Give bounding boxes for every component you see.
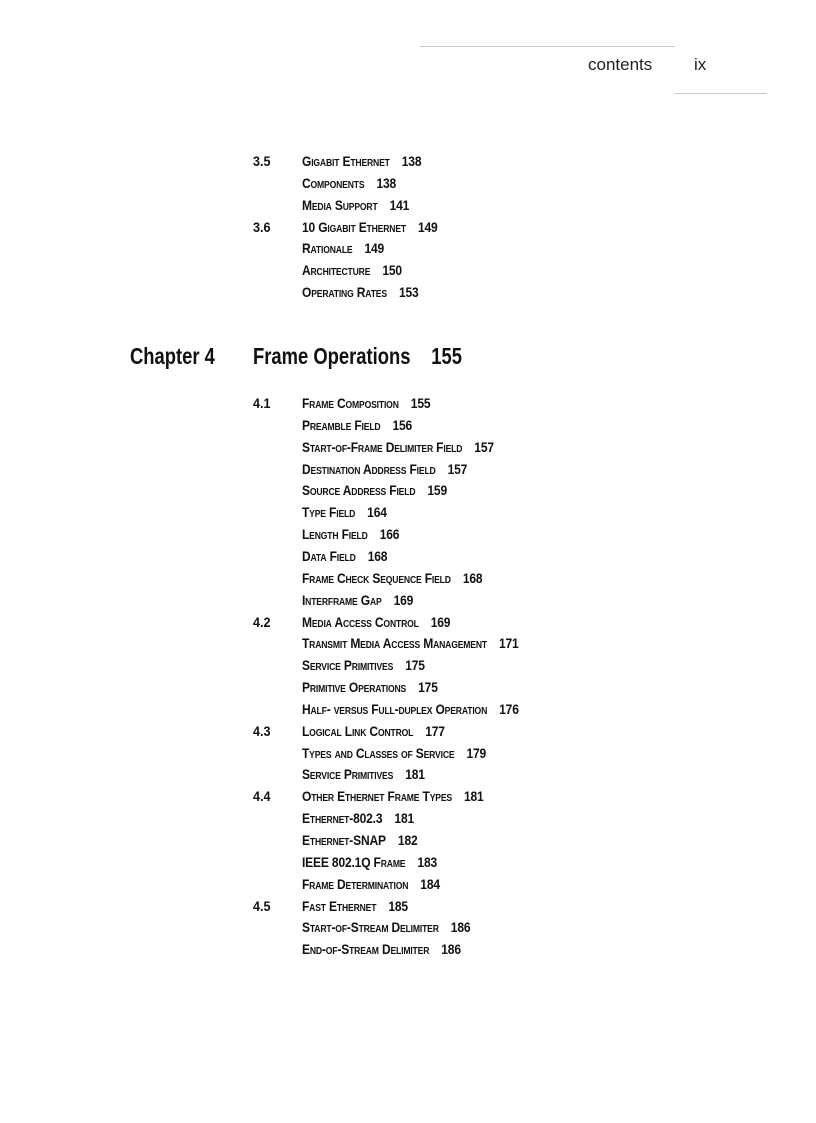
toc-entry[interactable] xyxy=(302,501,387,523)
section-number: 4.4 xyxy=(253,788,271,805)
toc-entry-title: Ethernet-802.3 xyxy=(302,810,383,827)
toc-entry-page: 185 xyxy=(388,897,408,914)
toc-entry-page: 149 xyxy=(364,240,385,257)
toc-entry-title: Frame Composition xyxy=(302,395,399,411)
toc-entry[interactable] xyxy=(302,632,519,654)
toc-entry[interactable] xyxy=(302,589,413,611)
toc-entry-title: Other Ethernet Frame Types xyxy=(302,788,452,805)
toc-entry-title: Media Access Control xyxy=(302,613,419,630)
toc-entry-title: Start-of-Frame Delimiter Field xyxy=(302,438,463,455)
toc-entry-title: Frame Check Sequence Field xyxy=(302,569,451,586)
toc-entry-page: 166 xyxy=(379,526,400,543)
toc-entry-title: Start-of-Stream Delimiter xyxy=(302,919,439,936)
toc-entry-page: 171 xyxy=(499,635,519,652)
toc-entry-title: Half- versus Full-duplex Operation xyxy=(302,700,488,717)
toc-entry[interactable] xyxy=(302,259,402,281)
toc-entry-page: 168 xyxy=(367,547,388,564)
toc-entry[interactable] xyxy=(302,414,412,436)
toc-entry[interactable] xyxy=(302,654,425,676)
toc-entry[interactable] xyxy=(302,392,430,414)
toc-entry[interactable] xyxy=(302,436,494,458)
toc-entry-page: 181 xyxy=(405,766,425,783)
toc-entry-page: 157 xyxy=(447,460,468,477)
chapter-heading xyxy=(253,343,462,370)
toc-entry[interactable] xyxy=(302,873,440,895)
toc-entry[interactable] xyxy=(302,237,384,259)
toc-entry[interactable] xyxy=(302,281,419,303)
toc-entry-page: 168 xyxy=(462,569,483,586)
toc-entry[interactable] xyxy=(302,523,399,545)
toc-entry-title: Data Field xyxy=(302,547,356,564)
toc-entry-title: Rationale xyxy=(302,240,353,257)
chapter-title: Frame Operations xyxy=(253,343,411,369)
toc-entry-page: 182 xyxy=(397,832,418,848)
section-number: 4.2 xyxy=(253,613,271,630)
page-number: ix xyxy=(694,55,707,74)
toc-entry-title: Primitive Operations xyxy=(302,679,407,696)
toc-entry-title: 10 Gigabit Ethernet xyxy=(302,218,406,235)
toc-entry[interactable] xyxy=(302,851,437,873)
toc-entry-title: Transmit Media Access Management xyxy=(302,635,487,652)
toc-entry-title: Gigabit Ethernet xyxy=(302,153,390,169)
toc-entry-title: Service Primitives xyxy=(302,766,394,783)
section-number: 4.5 xyxy=(253,897,271,914)
toc-entry-title: Operating Rates xyxy=(302,284,387,301)
toc-entry-page: 169 xyxy=(430,613,451,630)
toc-entry-page: 153 xyxy=(398,284,419,301)
toc-entry-page: 141 xyxy=(389,196,410,213)
toc-entry[interactable] xyxy=(302,194,409,216)
toc-entry-page: 181 xyxy=(464,788,484,805)
header-rule-bottom xyxy=(675,93,767,94)
toc-entry[interactable] xyxy=(302,698,519,720)
toc-entry[interactable] xyxy=(302,916,470,938)
toc-entry-title: Fast Ethernet xyxy=(302,897,377,914)
toc-entry[interactable] xyxy=(302,172,396,194)
toc-entry[interactable] xyxy=(302,567,482,589)
toc-entry-page: 179 xyxy=(466,744,487,761)
toc-entry-title: End-of-Stream Delimiter xyxy=(302,941,430,958)
chapter-label: Chapter 4 xyxy=(130,343,215,369)
toc-entry-page: 157 xyxy=(474,438,494,455)
toc-entry-title: Types and Classes of Service xyxy=(302,744,455,761)
toc-entry-page: 150 xyxy=(382,262,402,279)
toc-entry-page: 138 xyxy=(376,174,397,191)
toc-entry-title: Preamble Field xyxy=(302,416,381,433)
toc-entry-page: 149 xyxy=(418,218,438,235)
toc-entry-page: 184 xyxy=(420,875,440,892)
toc-entry[interactable] xyxy=(302,545,387,567)
toc-entry-page: 177 xyxy=(425,722,445,739)
toc-entry-page: 155 xyxy=(410,395,431,411)
toc-entry-page: 164 xyxy=(367,504,387,521)
toc-entry-title: Ethernet-SNAP xyxy=(302,832,386,848)
toc-entry[interactable] xyxy=(302,763,425,785)
toc-entry-title: Media Support xyxy=(302,196,378,213)
toc-entry[interactable] xyxy=(302,807,414,829)
toc-entry[interactable] xyxy=(302,829,417,851)
toc-entry-title: Length Field xyxy=(302,526,368,543)
toc-entry-page: 169 xyxy=(393,591,414,608)
section-number: 4.1 xyxy=(253,395,271,411)
toc-entry-title: Destination Address Field xyxy=(302,460,436,477)
toc-entry-page: 138 xyxy=(401,153,422,169)
toc-entry-page: 156 xyxy=(392,416,413,433)
toc-entry-title: Source Address Field xyxy=(302,482,416,499)
toc-entry-title: Components xyxy=(302,174,365,191)
toc-entry-title: Logical Link Control xyxy=(302,722,414,739)
toc-entry-title: Frame Determination xyxy=(302,875,409,892)
toc-entry[interactable] xyxy=(302,150,421,172)
section-number: 4.3 xyxy=(253,722,271,739)
toc-entry-title: Architecture xyxy=(302,262,371,279)
toc-entry[interactable] xyxy=(302,895,408,917)
toc-entry-page: 181 xyxy=(394,810,415,827)
toc-entry-page: 175 xyxy=(418,679,438,696)
header-rule-top xyxy=(420,46,675,47)
toc-entry-title: Service Primitives xyxy=(302,657,394,674)
toc-entry-page: 176 xyxy=(499,700,519,717)
toc-entry[interactable] xyxy=(302,479,447,501)
toc-entry-page: 186 xyxy=(441,941,461,958)
chapter-page: 155 xyxy=(431,343,462,369)
toc-entry-page: 175 xyxy=(405,657,425,674)
toc-entry[interactable] xyxy=(302,938,461,960)
toc-entry[interactable] xyxy=(302,785,484,807)
toc-entry[interactable] xyxy=(302,458,467,480)
toc-entry[interactable] xyxy=(302,742,486,764)
toc-entry[interactable] xyxy=(302,216,438,238)
toc-entry-title: Interframe Gap xyxy=(302,591,382,608)
section-number: 3.5 xyxy=(253,153,271,169)
toc-entry-title: IEEE 802.1Q Frame xyxy=(302,853,406,870)
toc-entry[interactable] xyxy=(302,611,450,633)
toc-entry[interactable] xyxy=(302,676,438,698)
toc-entry-page: 183 xyxy=(417,853,437,870)
toc-entry-page: 186 xyxy=(450,919,471,936)
toc-entry-title: Type Field xyxy=(302,504,356,521)
section-number: 3.6 xyxy=(253,218,271,235)
toc-entry[interactable] xyxy=(302,720,445,742)
running-header-label: contents xyxy=(588,55,653,74)
toc-entry-page: 159 xyxy=(427,482,447,499)
